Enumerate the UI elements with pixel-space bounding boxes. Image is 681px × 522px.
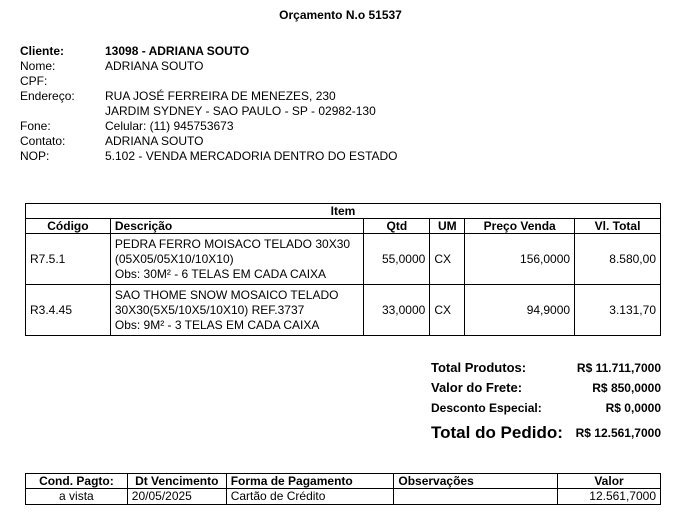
order-total-label: Total do Pedido:	[431, 423, 563, 442]
item-unit: CX	[430, 234, 465, 285]
address-line-2: JARDIM SYDNEY - SAO PAULO - SP - 02982-130	[105, 104, 376, 118]
item-price: 94,9000	[465, 285, 575, 336]
item-qty: 55,0000	[364, 234, 430, 285]
item-unit: CX	[430, 285, 465, 336]
items-group-header: Item	[26, 204, 661, 219]
col-codigo: Código	[26, 219, 111, 234]
name-row	[20, 59, 398, 74]
payment-method: Cartão de Crédito	[226, 489, 394, 505]
item-code: R7.5.1	[26, 234, 111, 285]
item-obs: Obs: 9M² - 3 TELAS EM CADA CAIXA	[114, 318, 320, 332]
name-value: ADRIANA SOUTO	[105, 59, 204, 73]
client-label: Cliente:	[20, 44, 65, 58]
item-code: R3.4.45	[26, 285, 111, 336]
payment-due-date: 20/05/2025	[127, 489, 226, 505]
contact-value: ADRIANA SOUTO	[105, 134, 204, 148]
address-row	[20, 89, 398, 119]
table-row	[26, 489, 661, 505]
totals-block	[431, 360, 661, 448]
item-qty: 33,0000	[364, 285, 430, 336]
address-label: Endereço:	[20, 89, 75, 103]
col-dt-vencimento: Dt Vencimento	[127, 474, 226, 489]
col-forma-pagamento: Forma de Pagamento	[226, 474, 394, 489]
col-observacoes: Observações	[394, 474, 558, 489]
table-row	[26, 285, 661, 336]
phone-value: Celular: (11) 945753673	[105, 119, 234, 133]
nop-value: 5.102 - VENDA MERCADORIA DENTRO DO ESTADO	[105, 149, 398, 163]
shipping-label: Valor do Frete:	[431, 380, 523, 395]
col-descricao: Descrição	[110, 219, 364, 234]
item-desc-line: SAO THOME SNOW MOSAICO TELADO	[114, 288, 339, 302]
item-desc-line: (05X05/05X10/10X10)	[114, 252, 234, 266]
total-products-label: Total Produtos:	[431, 360, 527, 375]
client-value: 13098 - ADRIANA SOUTO	[105, 44, 250, 58]
address-line-1: RUA JOSÉ FERREIRA DE MENEZES, 230	[105, 89, 336, 103]
nop-row	[20, 149, 398, 164]
col-um: UM	[430, 219, 465, 234]
cpf-row	[20, 74, 398, 89]
item-obs: Obs: 30M² - 6 TELAS EM CADA CAIXA	[114, 267, 327, 281]
payment-value: 12.561,7000	[558, 489, 661, 505]
order-total-value: R$ 12.561,7000	[575, 426, 661, 440]
phone-row	[20, 119, 398, 134]
payment-table	[25, 473, 661, 505]
col-cond-pagto: Cond. Pagto:	[26, 474, 128, 489]
item-total: 3.131,70	[575, 285, 661, 336]
name-label: Nome:	[20, 59, 56, 73]
col-valor: Valor	[558, 474, 661, 489]
item-description	[110, 234, 364, 285]
client-info	[20, 44, 398, 164]
item-description	[110, 285, 364, 336]
cpf-label: CPF:	[20, 74, 48, 88]
discount-row	[431, 400, 661, 420]
payment-notes	[394, 489, 558, 505]
discount-value: R$ 0,0000	[605, 401, 661, 415]
items-table	[25, 203, 661, 336]
phone-label: Fone:	[20, 119, 51, 133]
discount-label: Desconto Especial:	[431, 401, 542, 415]
contact-row	[20, 134, 398, 149]
total-products-value: R$ 11.711,7000	[576, 361, 661, 375]
client-row	[20, 44, 398, 59]
shipping-value: R$ 850,0000	[592, 381, 661, 395]
col-total: Vl. Total	[575, 219, 661, 234]
document-title: Orçamento N.o 51537	[279, 8, 402, 22]
contact-label: Contato:	[20, 134, 66, 148]
col-preco: Preço Venda	[465, 219, 575, 234]
address-value	[105, 89, 376, 119]
total-products-row	[431, 360, 661, 380]
item-desc-line: PEDRA FERRO MOISACO TELADO 30X30	[114, 237, 351, 251]
item-total: 8.580,00	[575, 234, 661, 285]
item-price: 156,0000	[465, 234, 575, 285]
table-row	[26, 234, 661, 285]
item-desc-line: 30X30(5X5/10X5/10X10) REF.3737	[114, 303, 305, 317]
shipping-row	[431, 380, 661, 400]
col-qtd: Qtd	[364, 219, 430, 234]
order-total-row	[431, 420, 661, 448]
nop-label: NOP:	[20, 149, 50, 163]
payment-condition: a vista	[26, 489, 128, 505]
